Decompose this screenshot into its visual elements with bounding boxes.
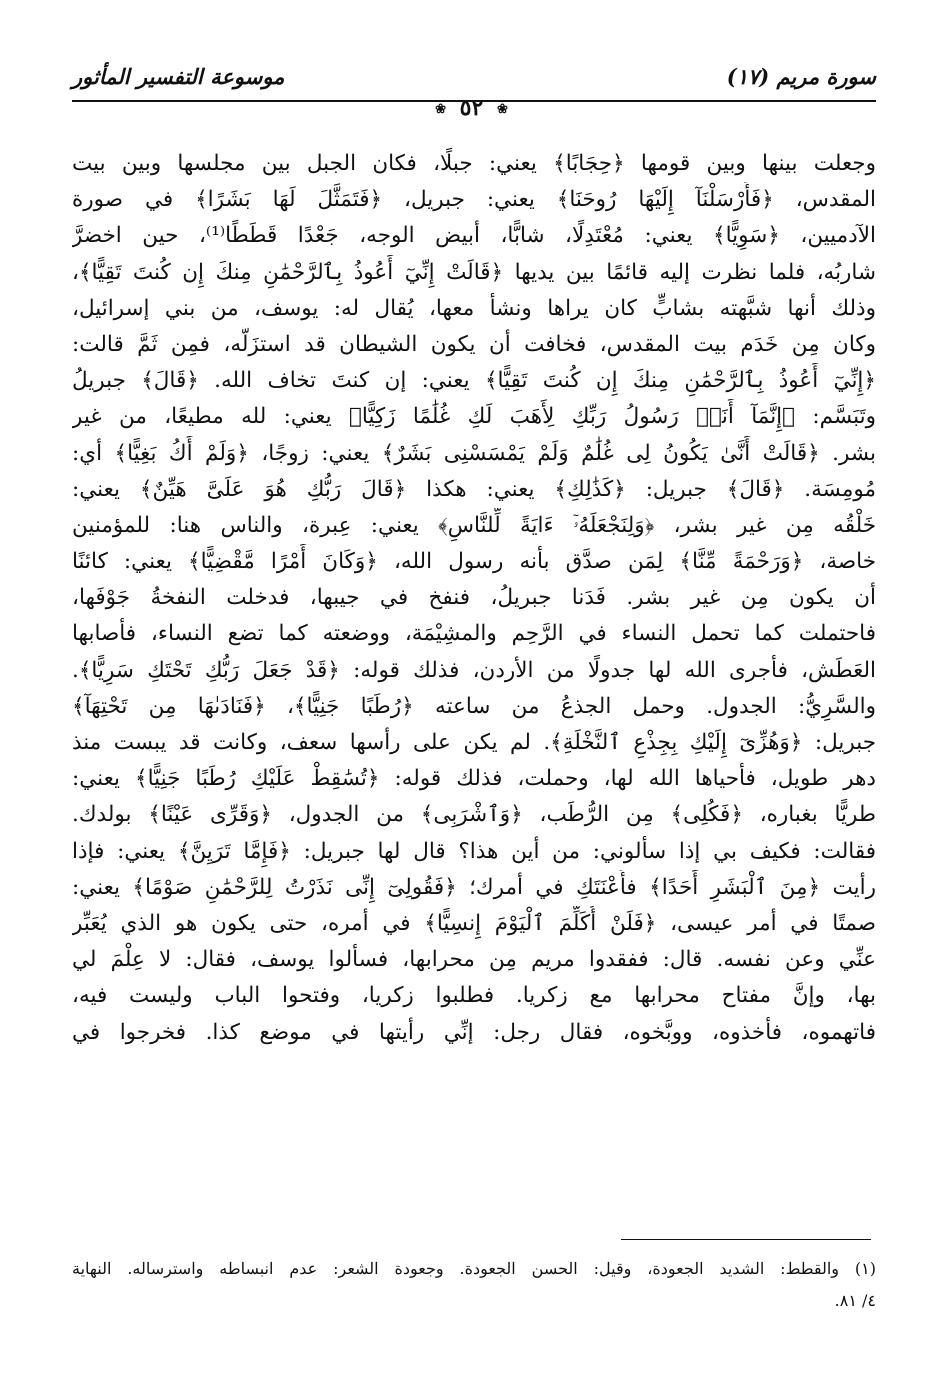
text-line: ﴿إِنِّيٓ أَعُوذُ بِٱلرَّحْمَٰنِ مِنكَ إِن كُنتَ تَقِيًّا﴾ يعني: إن كنتَ تخاف الله. ﴿قَالَ﴾ جبريلُ [72, 368, 876, 394]
page-header [72, 62, 876, 98]
text-line: صمتًا في أمر عيسى، ﴿فَلَنْ أُكَلِّمَ ٱلْيَوْمَ إِنسِيًّا﴾ في أمره، حتى يكون هو الذي يُعَبِّر [72, 910, 876, 936]
footnotes [72, 1253, 876, 1317]
page-number: ٥٢ [459, 95, 484, 121]
surah-heading [727, 64, 876, 89]
text-line: وكان مِن خَدَم بيت المقدس، فخافت أن يكون الشيطان قد استزَلَّه، فمِن ثَمَّ قالت: [72, 331, 876, 357]
text-line: العَطَش، فأجرى الله لها جدولًا من الأردن، فذلك قوله: ﴿قَدْ جَعَلَ رَبُّكِ تَحْتَكِ سَرِيًّا﴾. [72, 657, 876, 683]
main-text [72, 146, 876, 1051]
text-line: فاحتملت كما تحمل النساء في الرَّحِم والمشِيْمَة، ووضعته كما تضع النساء، فأصابها [72, 621, 876, 647]
text-line: والسَّرِيُّ: الجدول. وحمل الجذعُ من ساعته ﴿رُطَبًا جَنِيًّا﴾، ﴿فَنَادَىٰهَا مِن تَحْتِهَآ﴾ [72, 693, 876, 719]
text-line: الآدميين، ﴿سَوِيًّا﴾ يعني: مُعْتَدِلًا، شابًّا، أبيض الوجه، جَعْدًا قَطَطًا⁽¹⁾، حين اخضرَّ [72, 223, 876, 249]
text-line: دهر طويل، فأحياها الله لها، وحملت، فذلك قوله: ﴿تُسَٰقِطْ عَلَيْكِ رُطَبًا جَنِيًّا﴾ يعني: [72, 766, 876, 792]
text-line: وجعلت بينها وبين قومها ﴿حِجَابًا﴾ يعني: جبلًا، فكان الجبل بين مجلسها وبين بيت [72, 151, 876, 176]
ornament-icon: ❀ [496, 101, 508, 117]
text-line: جبريل: ﴿وَهُزِّىٓ إِلَيْكِ بِجِذْعِ ٱلنَّخْلَةِ﴾. لم يكن على رأسها سعف، وكانت قد يبست منذ [72, 730, 876, 755]
book-title: موسوعة التفسير المأثور [72, 64, 285, 89]
text-line: فاتهموه، فأخذوه، ووبَّخوه، فقال رجل: إنِّي رأيتها في موضع كذا. فخرجوا في [72, 1019, 876, 1045]
page-number-block [0, 95, 943, 121]
text-line: وتَبَسَّم: ﴿إِنَّمَآ أَنَا۠ رَسُولُ رَبِّكِ لِأَهَبَ لَكِ غُلَٰمًا زَكِيًّا﴾ يعني: لله مطيعًا، من غير [72, 404, 876, 430]
text-line: أن يكون مِن غير بشر. فَدَنا جبريلُ، فنفخ في جيبها، فدخلت النفخةُ جَوْفَها، [72, 585, 876, 611]
text-line: رأيت ﴿مِنَ ٱلْبَشَرِ أَحَدًا﴾ فأَعْنَتَكِ في أمرك؛ ﴿فَقُولِىٓ إِنِّى نَذَرْتُ لِلرَّحْمَٰنِ صَوْمًا﴾ يعني: [72, 874, 876, 900]
footnote-line: ٤/ ٨١. [834, 1291, 876, 1310]
text-line: فقالت: فكيف بي إذا سألوني: من أين هذا؟ قال لها جبريل: ﴿فَإِمَّا تَرَيِنَّ﴾ يعني: فإذا [72, 838, 876, 864]
text-line: بشر. ﴿قَالَتْ أَنَّىٰ يَكُونُ لِى غُلَٰمٌ وَلَمْ يَمْسَسْنِى بَشَرٌ﴾ يعني: زوجًا، ﴿وَلَمْ أَكُ بَغِيًّا﴾ أي: [72, 440, 876, 466]
text-line: بها، وإنَّ مفتاح محرابها مع زكريا. فطلبوا زكريا، وفتحوا الباب وليست فيه، [72, 983, 876, 1009]
text-line: المقدس، ﴿فَأَرْسَلْنَآ إِلَيْهَا رُوحَنَا﴾ يعني: جبريل، ﴿فَتَمَثَّلَ لَهَا بَشَرًا﴾ في صورة [72, 187, 876, 213]
footnote-rule [621, 1239, 871, 1240]
surah-title: سورة مريم [776, 64, 876, 89]
text-line: شاربُه، فلما نظرت إليه قائمًا بين يديها ﴿قَالَتْ إِنِّيٓ أَعُوذُ بِٱلرَّحْمَٰنِ مِنكَ إِن كُنتَ تَقِيًّا﴾، [72, 259, 876, 285]
text-line: خَلْقُه مِن غير بشر، ﴿وَلِنَجْعَلَهُۥٓ ءَايَةً لِّلنَّاسِ﴾ يعني: عِبرة، والناس هنا: للمؤمنين [72, 512, 876, 538]
text-line: مُومِسَة. ﴿قَالَ﴾ جبريل: ﴿كَذَٰلِكِ﴾ يعني: هكذا ﴿قَالَ رَبُّكِ هُوَ عَلَىَّ هَيِّنٌ﴾ يعني: [72, 476, 876, 502]
text-line: طريًّا بغباره، ﴿فَكُلِى﴾ مِن الرُّطَب، ﴿وَٱشْرَبِى﴾ من الجدول، ﴿وَقَرِّى عَيْنًا﴾ بولدك. [72, 802, 876, 828]
text-line: عنِّي وعن نفسه. قال: ففقدوا مريم مِن محرابها، فسألوا يوسف، فقال: لا عِلْمَ لي [72, 947, 876, 973]
footnote-line: (١) والقطط: الشديد الجعودة، وقيل: الحسن الجعودة. وجعودة الشعر: عدم انبساطه واسترساله. النهاية [72, 1259, 876, 1278]
ornament-icon: ❀ [435, 101, 446, 117]
surah-number: (١٧) [726, 64, 770, 89]
text-line: وذلك أنها شبَّهته بشابٍّ كان يراها ونشأ معها، يُقال له: يوسف، من بني إسرائيل، [72, 295, 876, 321]
text-line: خاصة، ﴿وَرَحْمَةً مِّنَّا﴾ لِمَن صدَّق بأنه رسول الله، ﴿وَكَانَ أَمْرًا مَّقْضِيًّا﴾ يعني: كائنًا [72, 549, 876, 575]
